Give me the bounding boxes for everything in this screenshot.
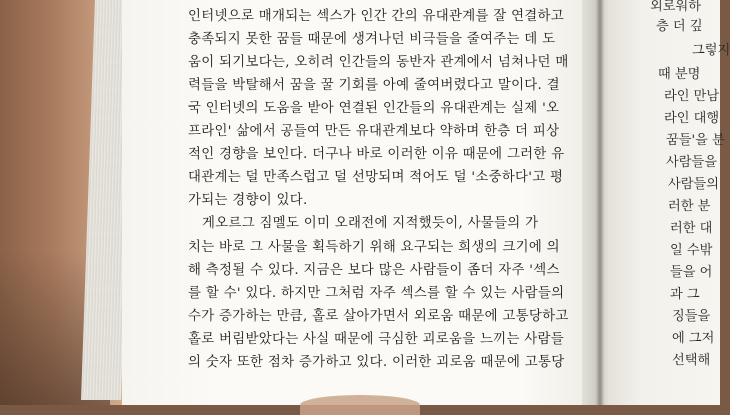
text-line: 인터넷으로 매개되는 섹스가 인간 간의 유대관계를 잘 연결하고 <box>188 9 565 24</box>
text-line: 치는 바로 그 사물을 획득하기 위해 요구되는 희생의 크기에 의 <box>188 240 560 255</box>
text-line: 가되는 경향이 있다. <box>188 193 308 208</box>
text-line: 러한 분 <box>668 199 711 214</box>
text-line: 과 그 <box>670 287 700 302</box>
text-line: 외로워하 <box>650 0 701 14</box>
text-line: 대관계는 덜 만족스럽고 덜 선망되며 적어도 덜 '소중하다'고 평 <box>188 170 564 185</box>
text-line: 를 할 수' 있다. 하지만 그처럼 자주 섹스를 할 수 있는 사람들의 <box>188 286 565 301</box>
text-line: 징들을 <box>672 309 711 324</box>
text-line: 들을 어 <box>670 265 713 280</box>
text-line: 그렇지 <box>692 43 730 58</box>
text-line: 의 숫자 또한 점차 증가하고 있다. 이러한 괴로움 때문에 고통당 <box>188 355 565 370</box>
text-line: 에 그저 <box>672 331 715 346</box>
text-line: 수가 증가하는 만큼, 홀로 살아가면서 외로움 때문에 고통당하고 <box>188 309 569 324</box>
right-page <box>610 0 730 405</box>
text-line: 프라인' 삶에서 공들여 만든 유대관계보다 약하며 한층 더 피상 <box>188 124 560 139</box>
text-line: 라인 대행 <box>664 111 720 126</box>
text-line: 사람들을 <box>666 155 717 170</box>
text-line: 게오르그 짐멜도 이미 오래전에 지적했듯이, 사물들의 가 <box>202 216 539 231</box>
text-line: 일 수밖 <box>670 243 713 258</box>
text-line: 꿈들'을 분 <box>666 133 725 148</box>
text-line: 선택해 <box>672 353 711 368</box>
text-line: 러한 대 <box>670 221 713 236</box>
text-line: 라인 만남 <box>664 89 720 104</box>
text-line: 움이 되기보다는, 오히려 인간들의 동반자 관계에서 넘쳐나던 매 <box>188 55 569 70</box>
text-line: 때 분명 <box>658 67 701 82</box>
text-line: 적인 경향을 보인다. 더구나 바로 이러한 이유 때문에 그러한 유 <box>188 147 565 162</box>
thumb <box>300 395 420 415</box>
text-line: 력들을 박탈해서 꿈을 꿀 기회를 아예 줄여버렸다고 말이다. 결 <box>188 78 560 93</box>
text-line: 사람들의 <box>668 177 719 192</box>
text-line: 홀로 버림받았다는 사실 때문에 극심한 괴로움을 느끼는 사람들 <box>188 332 565 347</box>
text-line: 층 더 깊 <box>656 19 703 34</box>
text-line: 해 측정될 수 있다. 지금은 보다 많은 사람들이 좀더 자주 '섹스 <box>188 263 560 278</box>
text-line: 국 인터넷의 도움을 받아 연결된 인간들의 유대관계는 실제 '오 <box>188 101 560 116</box>
book-gutter <box>582 0 612 405</box>
text-line: 충족되지 못한 꿈들 때문에 생겨나던 비극들을 줄여주는 데 도 <box>188 32 556 47</box>
